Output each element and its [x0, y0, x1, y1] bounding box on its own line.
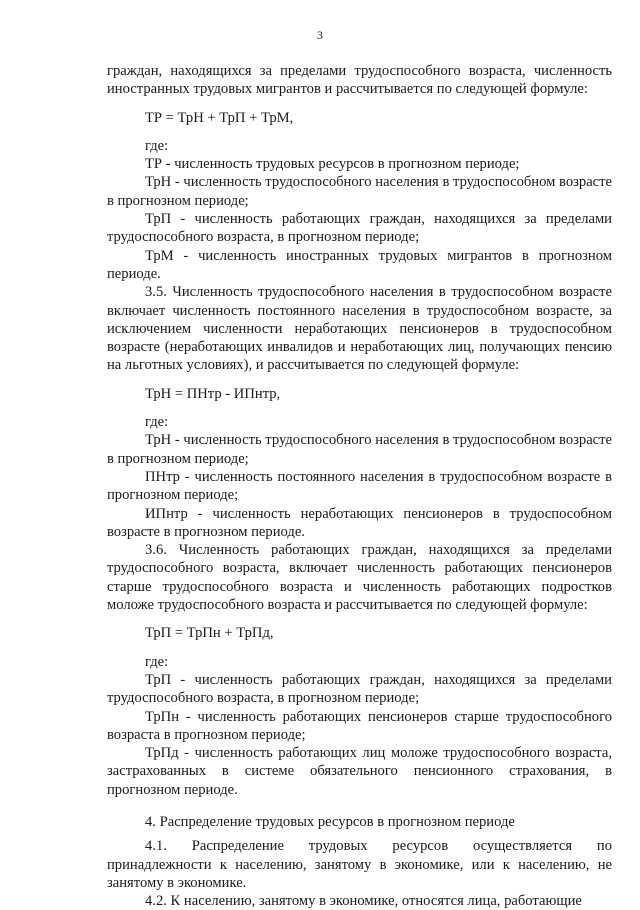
page-number: 3: [317, 28, 323, 42]
definition-trp: ТрП - численность работающих граждан, находящихся за пределами трудоспособного возраста, в прогнозном периоде;: [107, 211, 612, 246]
definition-trm: ТрМ - численность иностранных трудовых мигрантов в прогнозном периоде.: [107, 247, 612, 282]
section-4-1: 4.1. Распределение трудовых ресурсов осуществляется по принадлежности к населению, занятому в экономике, или к населению, не занятому в экономике.: [107, 838, 612, 891]
paragraph-continuation: граждан, находящихся за пределами трудоспособного возраста, численность иностранных трудовых мигрантов и рассчитывается по следующей формуле:: [107, 63, 612, 98]
formula-tr: ТР = ТрН + ТрП + ТрМ,: [145, 109, 294, 126]
definition-trpd: ТрПд - численность работающих лиц моложе трудоспособного возраста, застрахованных в системе обязательного пенсионного страхования, в прогнозном периоде.: [107, 745, 612, 798]
definition-pntr: ПНтр - численность постоянного населения в трудоспособном возрасте в прогнозном периоде;: [107, 468, 612, 504]
section-3-5: 3.5. Численность трудоспособного населения в трудоспособном возрасте включает численность постоянного населения в трудоспособном возрасте, за исключением численности неработающих пенсионеров в трудоспособном возрасте (неработающих инвалидов и неработающих лиц, получающих пенсию на льготных условиях), и рассчитывается по следующей формуле:: [107, 284, 612, 374]
where-label: где:: [145, 653, 169, 670]
definition-trpn: ТрПн - численность работающих пенсионеров старше трудоспособного возраста в прогнозном периоде;: [107, 708, 612, 743]
section-4-2: 4.2. К населению, занятому в экономике, относятся лица, работающие: [145, 893, 582, 910]
formula-trp: ТрП = ТрПн + ТрПд,: [145, 625, 274, 642]
definition-trp: ТрП - численность работающих граждан, находящихся за пределами трудоспособного возраста, в прогнозном периоде;: [107, 671, 612, 707]
definition-ipntr: ИПнтр - численность неработающих пенсионеров в трудоспособном возрасте в прогнозном периоде.: [107, 505, 612, 540]
section-4-heading: 4. Распределение трудовых ресурсов в прогнозном периоде: [145, 813, 515, 830]
definition-tr: ТР - численность трудовых ресурсов в прогнозном периоде;: [145, 156, 520, 173]
definition-trn: ТрН - численность трудоспособного населения в трудоспособном возрасте в прогнозном периоде;: [107, 174, 612, 209]
document-body: [107, 62, 612, 910]
where-label: где:: [145, 414, 169, 431]
definition-trn: ТрН - численность трудоспособного населения в трудоспособном возрасте в прогнозном периоде;: [107, 432, 612, 467]
formula-trn: ТрН = ПНтр - ИПнтр,: [145, 385, 281, 402]
where-label: где:: [145, 137, 169, 154]
section-3-6: 3.6. Численность работающих граждан, находящихся за пределами трудоспособного возраста, включает численность работающих пенсионеров старше трудоспособного возраста и численность работающих подростков моложе трудоспособного возраста и рассчитывается по следующей формуле:: [107, 542, 612, 614]
